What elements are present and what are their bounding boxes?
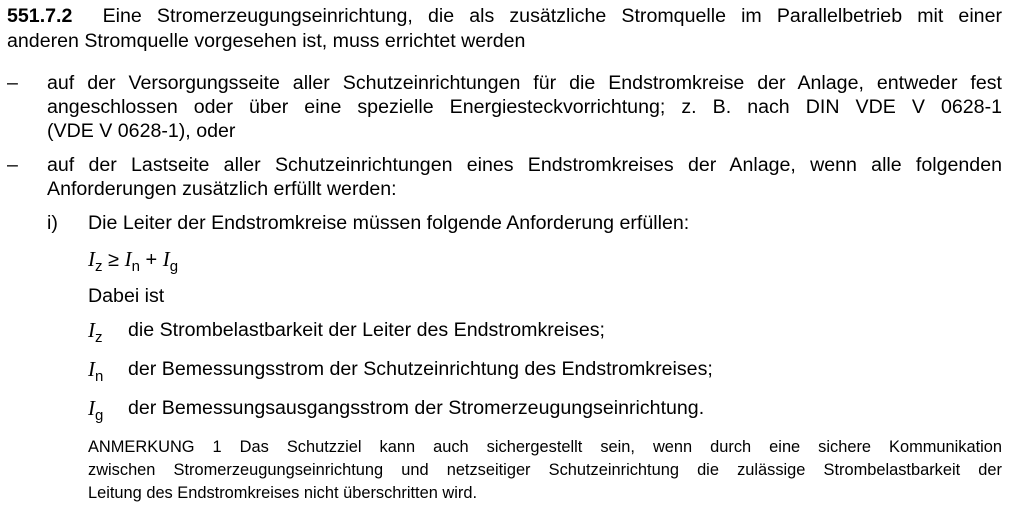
formula-plus: + <box>145 249 158 271</box>
bullet-1-line-3: (VDE V 0628-1), oder <box>47 120 236 142</box>
formula-symbol-z: I <box>88 247 95 271</box>
section-intro-text: Eine Stromerzeugungseinrichtung, die als zusätzliche Stromquelle im Parallelbetrieb mit einer <box>102 5 1003 27</box>
bullet-1-line-2: angeschlossen oder über eine spezielle Energiesteckvorrichtung; z. B. nach DIN VDE V 0628-1 <box>47 96 1002 118</box>
formula <box>88 247 179 275</box>
bullet-1-line-1: auf der Versorgungsseite aller Schutzeinrichtungen für die Endstromkreise der Anlage, entweder fest <box>47 72 1002 94</box>
note-line-1: ANMERKUNG 1 Das Schutzziel kann auch sichergestellt sein, wenn durch eine sichere Kommunikation <box>88 438 1002 456</box>
definition-symbol-z <box>88 318 103 346</box>
formula-sub-g: g <box>169 258 179 275</box>
bullet-1-marker: – <box>7 72 18 94</box>
definition-symbol-z-sub: z <box>95 329 103 346</box>
note-line-3: Leitung des Endstromkreises nicht überschritten wird. <box>88 484 478 502</box>
section-intro-line-2: anderen Stromquelle vorgesehen ist, muss errichtet werden <box>7 30 526 52</box>
item-i-text: Die Leiter der Endstromkreise müssen folgende Anforderung erfüllen: <box>88 212 690 234</box>
definition-symbol-n <box>88 357 104 385</box>
definition-symbol-g <box>88 396 104 424</box>
note-line-2: zwischen Stromerzeugungseinrichtung und netzseitiger Schutzeinrichtung die zulässige Strombelastbarkeit der <box>88 461 1002 479</box>
dabei-ist-label: Dabei ist <box>88 285 165 307</box>
section-number: 551.7.2 <box>7 5 73 27</box>
definition-text-n: der Bemessungsstrom der Schutzeinrichtung des Endstromkreises; <box>128 358 713 380</box>
bullet-2-line-2: Anforderungen zusätzlich erfüllt werden: <box>47 178 397 200</box>
formula-sub-n: n <box>131 258 140 275</box>
definition-text-z: die Strombelastbarkeit der Leiter des Endstromkreises; <box>128 319 605 341</box>
definition-symbol-z-letter: I <box>88 318 95 342</box>
formula-sub-z: z <box>95 258 103 275</box>
bullet-2-marker: – <box>7 154 18 176</box>
definition-symbol-n-sub: n <box>95 368 104 385</box>
definition-symbol-g-sub: g <box>95 407 104 424</box>
definition-symbol-g-letter: I <box>88 396 95 420</box>
formula-symbol-g: I <box>162 247 170 271</box>
formula-geq: ≥ <box>108 249 120 271</box>
definition-symbol-n-letter: I <box>88 357 95 381</box>
section-intro-line-1 <box>7 5 1002 27</box>
formula-symbol-n: I <box>124 247 132 271</box>
definition-text-g: der Bemessungsausgangsstrom der Stromerzeugungseinrichtung. <box>128 397 705 419</box>
item-i-marker: i) <box>47 212 58 234</box>
bullet-2-line-1: auf der Lastseite aller Schutzeinrichtungen eines Endstromkreises der Anlage, wenn alle folgenden <box>47 154 1002 176</box>
